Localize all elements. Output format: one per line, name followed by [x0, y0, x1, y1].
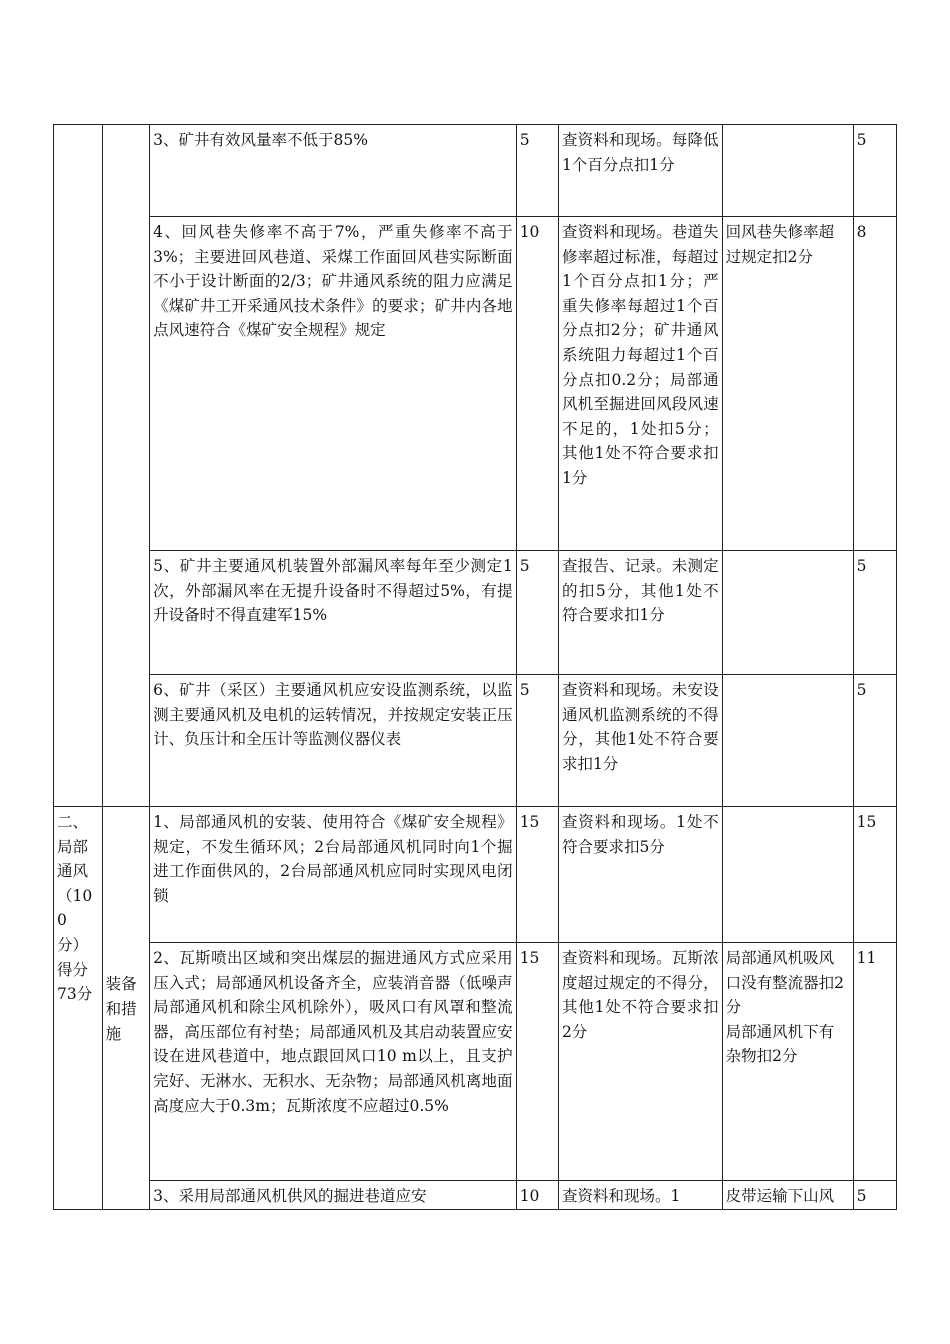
category-line: （100 — [57, 886, 93, 930]
result-score: 5 — [853, 675, 896, 807]
result-score: 5 — [853, 1181, 896, 1210]
standard-score: 10 — [516, 217, 558, 551]
standard-score: 15 — [516, 943, 558, 1181]
issue-found — [722, 943, 853, 1181]
category-line: 得分 — [57, 960, 89, 979]
category-line: 分） — [57, 935, 89, 954]
issue-line: 局部通风机下有杂物扣2分 — [725, 1022, 835, 1066]
category-line: 局部 — [57, 837, 89, 856]
table-row — [54, 551, 897, 675]
check-method: 查资料和现场。每降低1个百分点扣1分 — [558, 125, 722, 217]
check-method: 查资料和现场。1处不符合要求扣5分 — [558, 807, 722, 943]
result-score: 5 — [853, 125, 896, 217]
subcategory-line: 施 — [105, 1024, 122, 1043]
subcategory-line: 装备 — [105, 975, 137, 994]
issue-found — [722, 125, 853, 217]
table-row — [54, 943, 897, 1181]
standard-score: 10 — [516, 1181, 558, 1210]
category-line: 通风 — [57, 862, 89, 881]
result-score: 8 — [853, 217, 896, 551]
table-row — [54, 675, 897, 807]
check-method: 查资料和现场。1 — [558, 1181, 722, 1210]
subcategory-cell-empty — [102, 125, 150, 807]
item-requirement: 6、矿井（采区）主要通风机应安设监测系统，以监测主要通风机及电机的运转情况，并按规定安装正压计、负压计和全压计等监测仪器仪表 — [150, 675, 517, 807]
standard-score: 5 — [516, 551, 558, 675]
standard-score: 15 — [516, 807, 558, 943]
issue-found: 回风巷失修率超过规定扣2分 — [722, 217, 853, 551]
item-requirement: 1、局部通风机的安装、使用符合《煤矿安全规程》规定，不发生循环风；2台局部通风机同时向1个掘进工作面供风的，2台局部通风机应同时实现风电闭锁 — [150, 807, 517, 943]
inspection-score-table — [53, 124, 897, 1210]
category-cell-empty — [54, 125, 103, 807]
subcategory-equipment-measures — [102, 807, 150, 1210]
category-line: 二、 — [57, 813, 89, 831]
issue-line: 局部通风机吸风口没有整流器扣2分 — [725, 949, 845, 1017]
item-requirement: 4、回风巷失修率不高于7%，严重失修率不高于3%；主要进回风巷道、采煤工作面回风巷实际断面不小于设计断面的2/3；矿井通风系统的阻力应满足《煤矿井工开采通风技术条件》的要求；矿井内各地点风速符合《煤矿安全规程》规定 — [150, 217, 517, 551]
subcategory-line: 和措 — [105, 1000, 137, 1018]
item-requirement: 2、瓦斯喷出区域和突出煤层的掘进通风方式应采用压入式；局部通风机设备齐全，应装消音器（低噪声局部通风机和除尘风机除外），吸风口有风罩和整流器，高压部位有衬垫；局部通风机及其启动装置应安设在进风巷道中，地点跟回风口10 m以上，且支护完好、无淋水、无积水、无杂物；局部通风机离地面高度应大于0.3m；瓦斯浓度不应超过0.5% — [150, 943, 517, 1181]
issue-found: 皮带运输下山风 — [722, 1181, 853, 1210]
result-score: 11 — [853, 943, 896, 1181]
table-row — [54, 125, 897, 217]
result-score: 15 — [853, 807, 896, 943]
check-method: 查资料和现场。巷道失修率超过标准，每超过1个百分点扣1分；严重失修率每超过1个百分点扣2分；矿井通风系统阻力每超过1个百分点扣0.2分；局部通风机至掘进回风段风速不足的，1处扣5分；其他1处不符合要求扣1分 — [558, 217, 722, 551]
check-method: 查报告、记录。未测定的扣5分，其他1处不符合要求扣1分 — [558, 551, 722, 675]
category-line: 73分 — [57, 985, 93, 1004]
result-score: 5 — [853, 551, 896, 675]
table-row — [54, 1181, 897, 1210]
table-row — [54, 217, 897, 551]
item-requirement: 3、采用局部通风机供风的掘进巷道应安 — [150, 1181, 517, 1210]
standard-score: 5 — [516, 675, 558, 807]
item-requirement: 5、矿井主要通风机装置外部漏风率每年至少测定1次，外部漏风率在无提升设备时不得超过5%，有提升设备时不得直建军15% — [150, 551, 517, 675]
item-requirement: 3、矿井有效风量率不低于85% — [150, 125, 517, 217]
standard-score: 5 — [516, 125, 558, 217]
issue-found — [722, 807, 853, 943]
issue-found — [722, 675, 853, 807]
check-method: 查资料和现场。未安设通风机监测系统的不得分，其他1处不符合要求扣1分 — [558, 675, 722, 807]
check-method: 查资料和现场。瓦斯浓度超过规定的不得分，其他1处不符合要求扣2分 — [558, 943, 722, 1181]
table-row — [54, 807, 897, 943]
category-local-ventilation — [54, 807, 103, 1210]
issue-found — [722, 551, 853, 675]
